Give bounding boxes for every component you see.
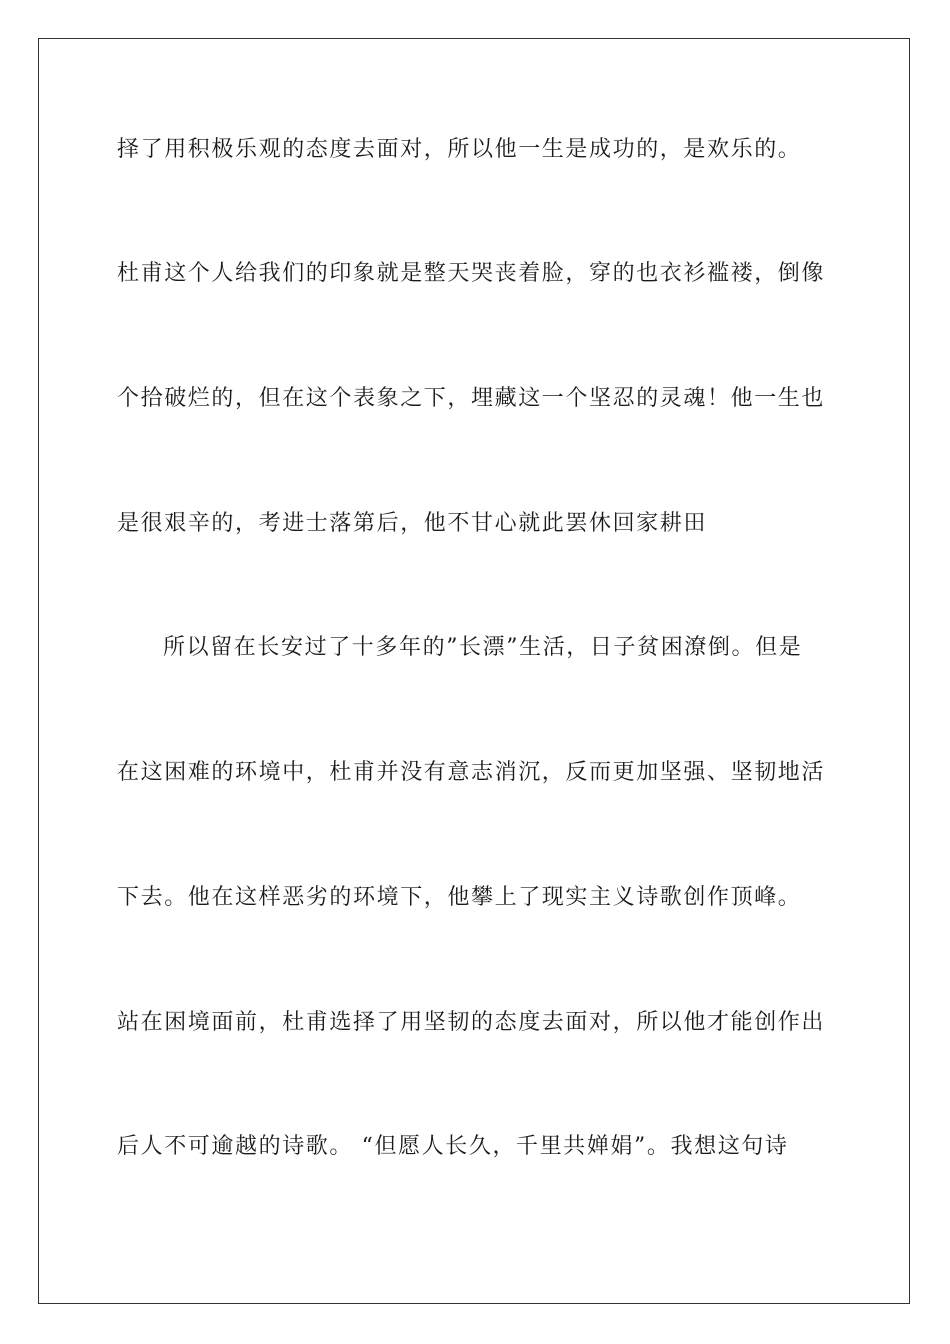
text-line: 后人不可逾越的诗歌。 “但愿人长久，千里共婵娟”。我想这句诗 (117, 1134, 789, 1159)
page-border (38, 38, 910, 1304)
text-line: 是很艰辛的，考进士落第后，他不甘心就此罢休回家耕田 (117, 511, 708, 536)
text-line: 杜甫这个人给我们的印象就是整天哭丧着脸，穿的也衣衫褴褛，倒像 (117, 261, 826, 286)
text-line: 站在困境面前，杜甫选择了用坚韧的态度去面对，所以他才能创作出 (117, 1010, 826, 1035)
text-line: 在这困难的环境中，杜甫并没有意志消沉，反而更加坚强、坚韧地活 (117, 760, 826, 785)
text-line: 个拾破烂的，但在这个表象之下，埋藏这一个坚忍的灵魂！他一生也 (117, 386, 826, 411)
text-line: 下去。他在这样恶劣的环境下，他攀上了现实主义诗歌创作顶峰。 (117, 885, 802, 910)
text-line-paragraph-start: 所以留在长安过了十多年的”长漂”生活，日子贫困潦倒。但是 (163, 635, 803, 660)
text-line: 择了用积极乐观的态度去面对，所以他一生是成功的，是欢乐的。 (117, 137, 802, 162)
